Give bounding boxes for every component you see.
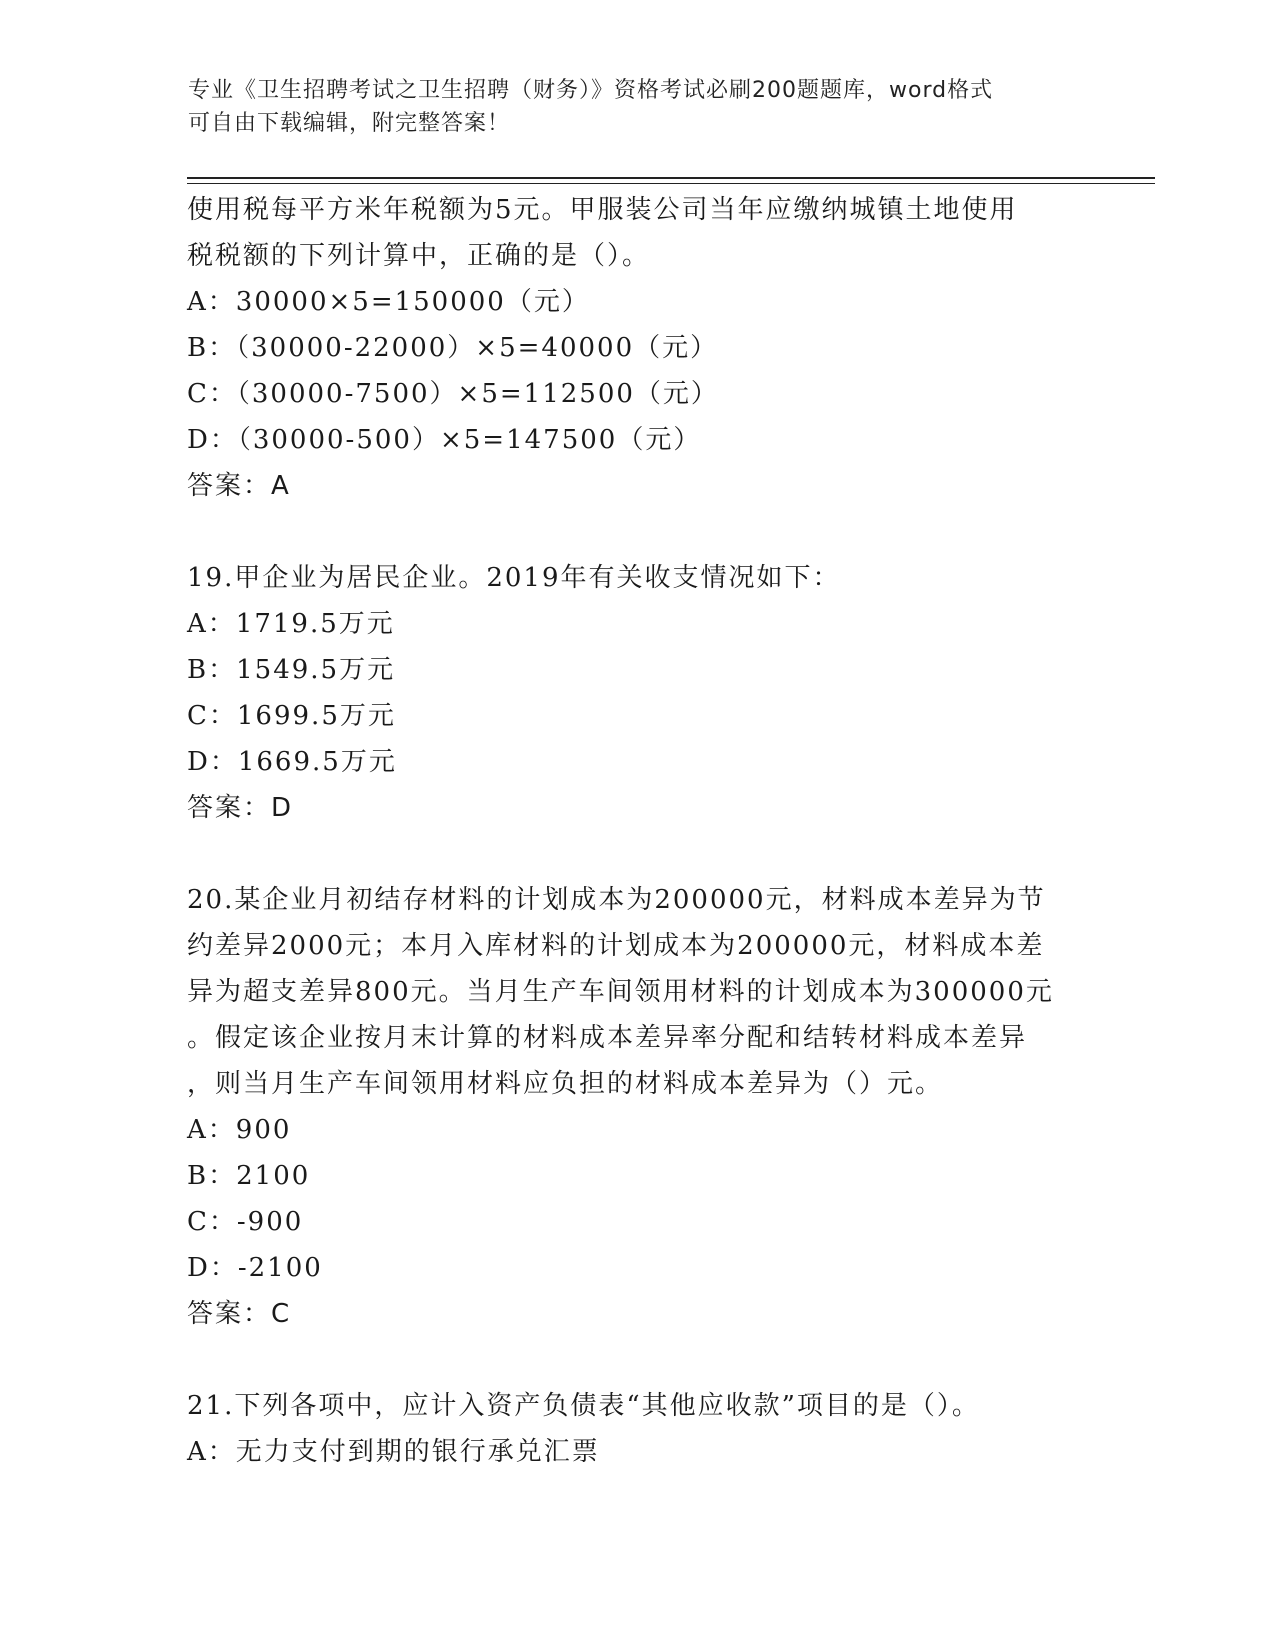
option-a: A：900 bbox=[187, 1115, 292, 1145]
question-21 bbox=[187, 1383, 1087, 1475]
option-c: C：（30000-7500）×5=112500（元） bbox=[187, 379, 719, 409]
question-18 bbox=[187, 187, 1087, 509]
option-b: B：2100 bbox=[187, 1161, 311, 1191]
header-rule-thick bbox=[187, 177, 1155, 179]
header-rule-thin bbox=[187, 183, 1155, 184]
option-b: B：（30000-22000）×5=40000（元） bbox=[187, 333, 719, 363]
spacer bbox=[187, 509, 1087, 555]
document-header bbox=[188, 74, 1088, 140]
question-text-line: 。假定该企业按月末计算的材料成本差异率分配和结转材料成本差异 bbox=[187, 1023, 1028, 1053]
header-line-1: 专业《卫生招聘考试之卫生招聘（财务）》资格考试必刷200题题库，word格式 bbox=[188, 78, 994, 103]
question-text-line: 20.某企业月初结存材料的计划成本为200000元，材料成本差异为节 bbox=[187, 885, 1046, 915]
question-text-line: 税税额的下列计算中，正确的是（）。 bbox=[187, 241, 651, 271]
answer-line: 答案：D bbox=[187, 793, 294, 823]
question-20 bbox=[187, 877, 1087, 1337]
option-c: C：1699.5万元 bbox=[187, 701, 396, 731]
question-text-line: 使用税每平方米年税额为5元。甲服装公司当年应缴纳城镇土地使用 bbox=[187, 195, 1018, 225]
option-a: A：1719.5万元 bbox=[187, 609, 395, 639]
question-text-line: 异为超支差异800元。当月生产车间领用材料的计划成本为300000元 bbox=[187, 977, 1054, 1007]
question-text-line: 21.下列各项中，应计入资产负债表“其他应收款”项目的是（）。 bbox=[187, 1391, 980, 1421]
spacer bbox=[187, 1337, 1087, 1383]
question-text-line: 19.甲企业为居民企业。2019年有关收支情况如下： bbox=[187, 563, 841, 593]
question-text-line: 约差异2000元；本月入库材料的计划成本为200000元，材料成本差 bbox=[187, 931, 1045, 961]
question-text-line: ，则当月生产车间领用材料应负担的材料成本差异为（）元。 bbox=[187, 1069, 944, 1099]
document-body bbox=[187, 187, 1087, 1475]
answer-line: 答案：C bbox=[187, 1299, 292, 1329]
option-d: D：-2100 bbox=[187, 1253, 323, 1283]
option-a: A：30000×5=150000（元） bbox=[187, 287, 590, 317]
option-d: D：1669.5万元 bbox=[187, 747, 397, 777]
option-d: D：（30000-500）×5=147500（元） bbox=[187, 425, 702, 455]
option-b: B：1549.5万元 bbox=[187, 655, 396, 685]
option-c: C：-900 bbox=[187, 1207, 304, 1237]
answer-line: 答案：A bbox=[187, 471, 291, 501]
option-a: A：无力支付到期的银行承兑汇票 bbox=[187, 1437, 600, 1467]
header-line-2: 可自由下载编辑，附完整答案！ bbox=[188, 111, 511, 136]
spacer bbox=[187, 831, 1087, 877]
question-19 bbox=[187, 555, 1087, 831]
